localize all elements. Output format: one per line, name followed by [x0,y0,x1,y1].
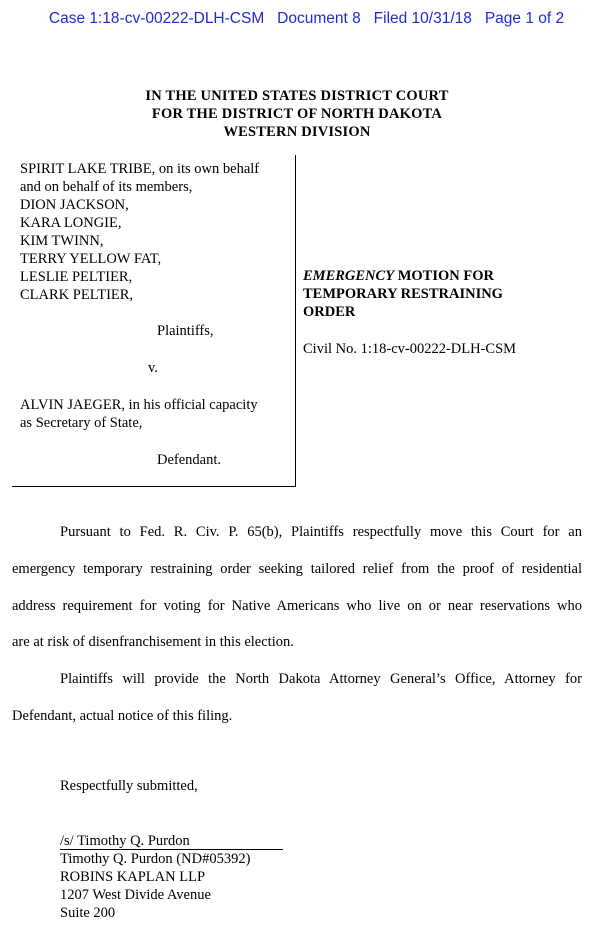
closing: Respectfully submitted, [60,778,198,794]
plaintiff-line: and on behalf of its members, [20,179,193,195]
case-number: Case 1:18-cv-00222-DLH-CSM [48,10,265,27]
plaintiff-line: KIM TWINN, [20,233,104,249]
body-paragraph-line: Plaintiffs will provide the North Dakota Attorney General’s Office, Attorney for [60,671,582,687]
caption-horizontal-rule [12,486,296,487]
filed-date: Filed 10/31/18 [373,10,472,27]
attorney-name: Timothy Q. Purdon (ND#05392) [60,851,251,867]
plaintiff-line: CLARK PELTIER, [20,287,134,303]
defendant-line: ALVIN JAEGER, in his official capacity [20,397,258,413]
electronic-signature: /s/ Timothy Q. Purdon [60,833,190,849]
plaintiff-line: SPIRIT LAKE TRIBE, on its own behalf [20,161,260,177]
motion-title-emphasis: EMERGENCY [303,268,395,284]
court-division: WESTERN DIVISION [223,124,371,140]
document-number: Document 8 [277,10,361,27]
plaintiff-line: LESLIE PELTIER, [20,269,133,285]
civil-number: Civil No. 1:18-cv-00222-DLH-CSM [303,341,517,357]
body-paragraph-line: address requirement for voting for Native Americans who live on or near reservations who [12,598,582,614]
motion-title-rest: MOTION FOR [394,268,494,284]
signature-line [60,849,283,850]
body-paragraph-line: Defendant, actual notice of this filing. [12,708,233,724]
plaintiffs-label: Plaintiffs, [157,323,214,339]
plaintiff-line: KARA LONGIE, [20,215,122,231]
address-line-2: Suite 200 [60,905,116,921]
court-name-line-2: FOR THE DISTRICT OF NORTH DAKOTA [151,106,443,122]
page-indicator: Page 1 of 2 [484,10,565,27]
defendant-line: as Secretary of State, [20,415,143,431]
motion-title-line-1 [303,268,494,285]
defendant-label: Defendant. [157,452,222,468]
ecf-header-stamp [0,10,613,28]
caption-vertical-rule [295,155,296,487]
law-firm: ROBINS KAPLAN LLP [60,869,206,885]
body-paragraph-line: are at risk of disenfranchisement in this election. [12,634,294,650]
motion-title-line-3: ORDER [303,304,356,320]
plaintiff-line: TERRY YELLOW FAT, [20,251,162,267]
plaintiff-line: DION JACKSON, [20,197,129,213]
body-paragraph-line: emergency temporary restraining order seeking tailored relief from the proof of residential [12,561,582,577]
address-line-1: 1207 West Divide Avenue [60,887,211,903]
court-name-line-1: IN THE UNITED STATES DISTRICT COURT [145,88,449,104]
versus: v. [148,360,158,376]
body-paragraph-line: Pursuant to Fed. R. Civ. P. 65(b), Plaintiffs respectfully move this Court for an [60,524,582,540]
motion-title-line-2: TEMPORARY RESTRAINING [303,286,503,302]
